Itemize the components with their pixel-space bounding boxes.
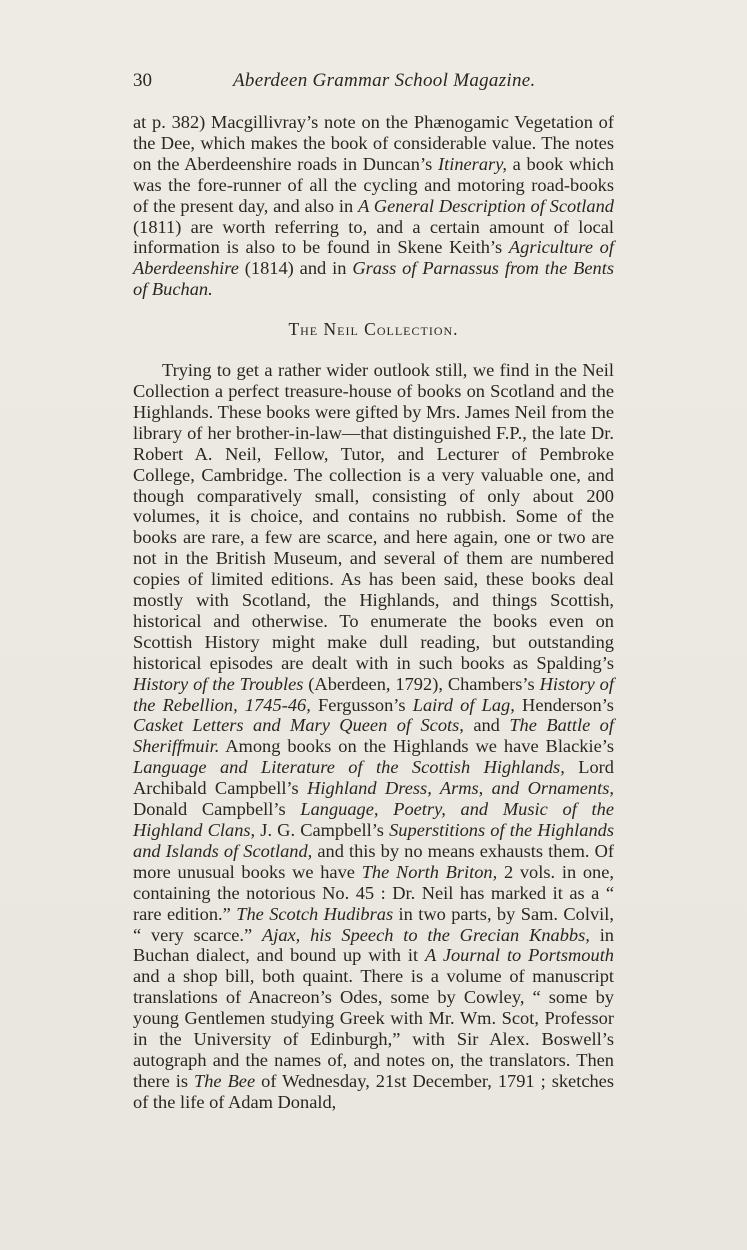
page-number: 30: [133, 70, 152, 91]
running-head: [133, 70, 613, 94]
body-text: [133, 112, 614, 1113]
journal-title: Aberdeen Grammar School Magazine.: [233, 70, 536, 91]
paragraph-2: Trying to get a rather wider outlook still, we find in the Neil Collection a perfect treasure-house of books on Scotland and the Highlands. These books were gifted by Mrs. James Neil from the library of her brother-in-law—that distinguished F.P., the late Dr. Robert A. Neil, Fellow, Tutor, and Lecturer of Pembroke College, Cambridge. The collection is a very valuable one, and though comparatively small, consisting of only about 200 volumes, it is choice, and contains no rubbish. Some of the books are rare, a few are scarce, and here again, one or two are not in the British Museum, and several of them are numbered copies of limited editions. As has been said, these books deal mostly with Scotland, the Highlands, and things Scottish, historical and otherwise. To enumerate the books even on Scottish History might make dull reading, but outstanding historical episodes are dealt with in such books as Spalding’s History of the Troubles (Aberdeen, 1792), Chambers’s History of the Rebellion, 1745-46, Fergusson’s Laird of Lag, Henderson’s Casket Letters and Mary Queen of Scots, and The Battle of Sheriffmuir. Among books on the Highlands we have Blackie’s Language and Literature of the Scottish Highlands, Lord Archibald Campbell’s Highland Dress, Arms, and Ornaments, Donald Campbell’s Language, Poetry, and Music of the Highland Clans, J. G. Campbell’s Superstitions of the Highlands and Islands of Scotland, and this by no means exhausts them. Of more unusual books we have The North Briton, 2 vols. in one, containing the notorious No. 45 : Dr. Neil has marked it as a “ rare edition.” The Scotch Hudibras in two parts, by Sam. Colvil, “ very scarce.” Ajax, his Speech to the Grecian Knabbs, in Buchan dialect, and bound up with it A Journal to Portsmouth and a shop bill, both quaint. There is a volume of manuscript translations of Anacreon’s Odes, some by Cowley, “ some by young Gentlemen studying Greek with Mr. Wm. Scot, Professor in the University of Edinburgh,” with Sir Alex. Boswell’s autograph and the names of, and notes on, the translators. Then there is The Bee of Wednesday, 21st December, 1791 ; sketches of the life of Adam Donald,: [133, 360, 615, 1112]
paragraph-1: at p. 382) Macgillivray’s note on the Phænogamic Vegetation of the Dee, which makes the book of considerable value. The notes on the Aberdeenshire roads in Duncan’s Itinerary, a book which was the fore-runner of all the cycling and motoring road-books of the present day, and also in A General Description of Scotland (1811) are worth referring to, and a certain amount of local information is also to be found in Skene Keith’s Agriculture of Aberdeenshire (1814) and in Grass of Parnassus from the Bents of Buchan.: [133, 112, 614, 300]
section-heading: The Neil Collection.: [288, 319, 459, 340]
